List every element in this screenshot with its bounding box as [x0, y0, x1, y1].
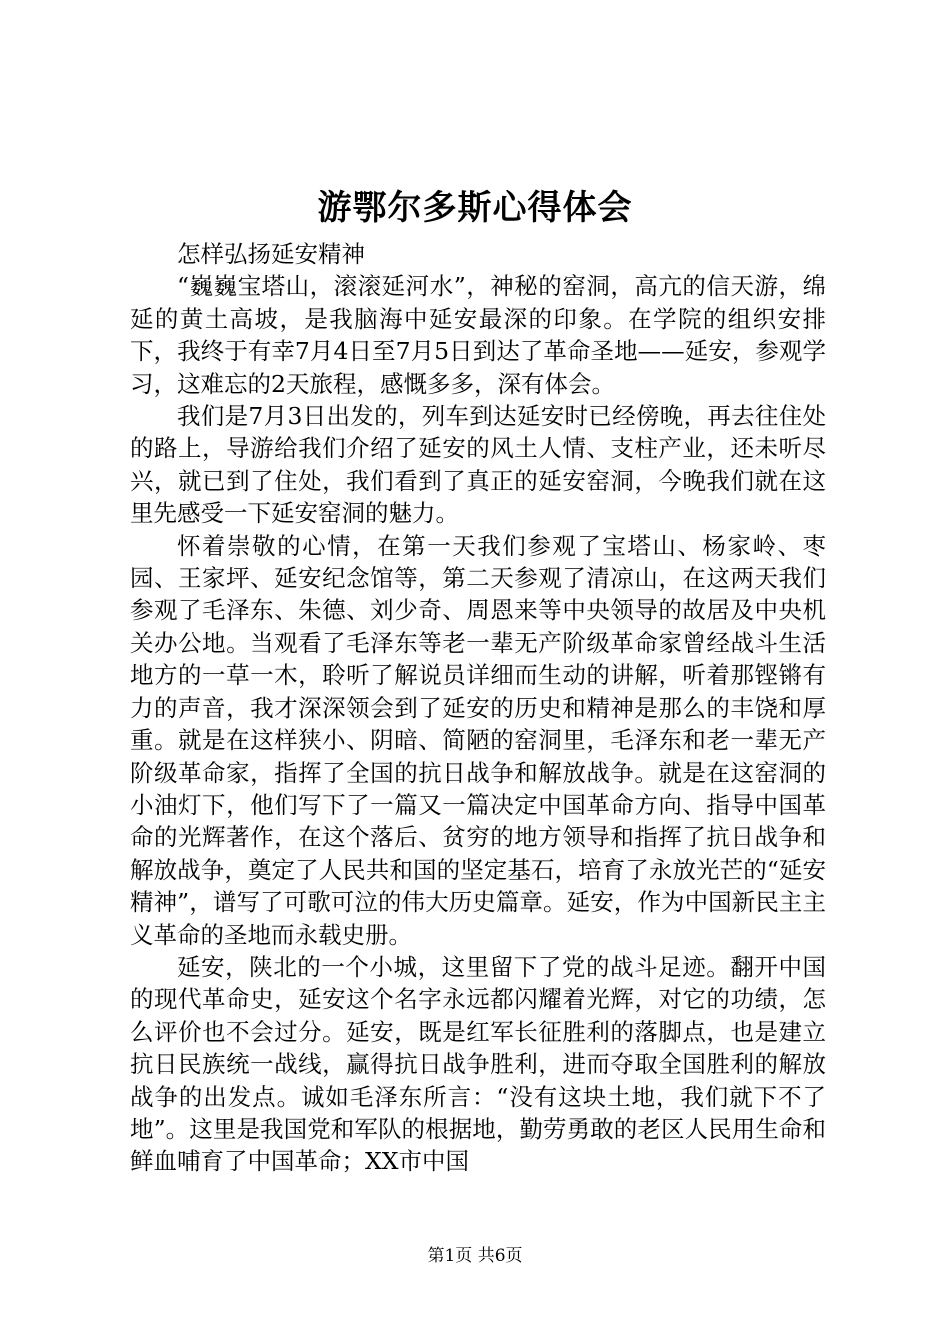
paragraph: 延安，陕北的一个小城，这里留下了党的战斗足迹。翻开中国的现代革命史，延安这个名字永远都闪耀着光辉，对它的功绩，怎么评价也不会过分。延安，既是红军长征胜利的落脚点，也是建立抗日民族统一战线，赢得抗日战争胜利，进而夺取全国胜利的解放战争的出发点。诚如毛泽东所言：“没有这块土地，我们就下不了地”。这里是我国党和军队的根据地，勤劳勇敢的老区人民用生命和鲜血哺育了中国革命；XX市中国 — [130, 952, 826, 1176]
paragraph: 我们是7月3日出发的，列车到达延安时已经傍晚，再去往住处的路上，导游给我们介绍了延安的风土人情、支柱产业，还未听尽兴，就已到了住处，我们看到了真正的延安窑洞，今晚我们就在这里先感受一下延安窑洞的魅力。 — [130, 402, 826, 528]
paragraph-subtitle: 怎样弘扬延安精神 — [177, 240, 365, 268]
paragraph: “巍巍宝塔山，滚滚延河水”，神秘的窑洞，高亢的信天游，绵延的黄土高坡，是我脑海中延安最深的印象。在学院的组织安排下，我终于有幸7月4日至7月5日到达了革命圣地——延安，参观学习，这难忘的2天旅程，感慨多多，深有体会。 — [130, 272, 826, 398]
document-body — [130, 238, 826, 1178]
page-number-footer: 第1页 共6页 — [427, 1246, 523, 1266]
document-title: 游鄂尔多斯心得体会 — [317, 188, 633, 228]
paragraph: 怀着崇敬的心情，在第一天我们参观了宝塔山、杨家岭、枣园、王家坪、延安纪念馆等，第二天参观了清凉山，在这两天我们参观了毛泽东、朱德、刘少奇、周恩来等中央领导的故居及中央机关办公地。当观看了毛泽东等老一辈无产阶级革命家曾经战斗生活地方的一草一木，聆听了解说员详细而生动的讲解，听着那铿锵有力的声音，我才深深领会到了延安的历史和精神是那么的丰饶和厚重。就是在这样狭小、阴暗、简陋的窑洞里，毛泽东和老一辈无产阶级革命家，指挥了全国的抗日战争和解放战争。就是在这窑洞的小油灯下，他们写下了一篇又一篇决定中国革命方向、指导中国革命的光辉著作，在这个落后、贫穷的地方领导和指挥了抗日战争和解放战争，奠定了人民共和国的坚定基石，培育了永放光芒的“延安精神”，谱写了可歌可泣的伟大历史篇章。延安，作为中国新民主主义革命的圣地而永载史册。 — [130, 531, 826, 949]
